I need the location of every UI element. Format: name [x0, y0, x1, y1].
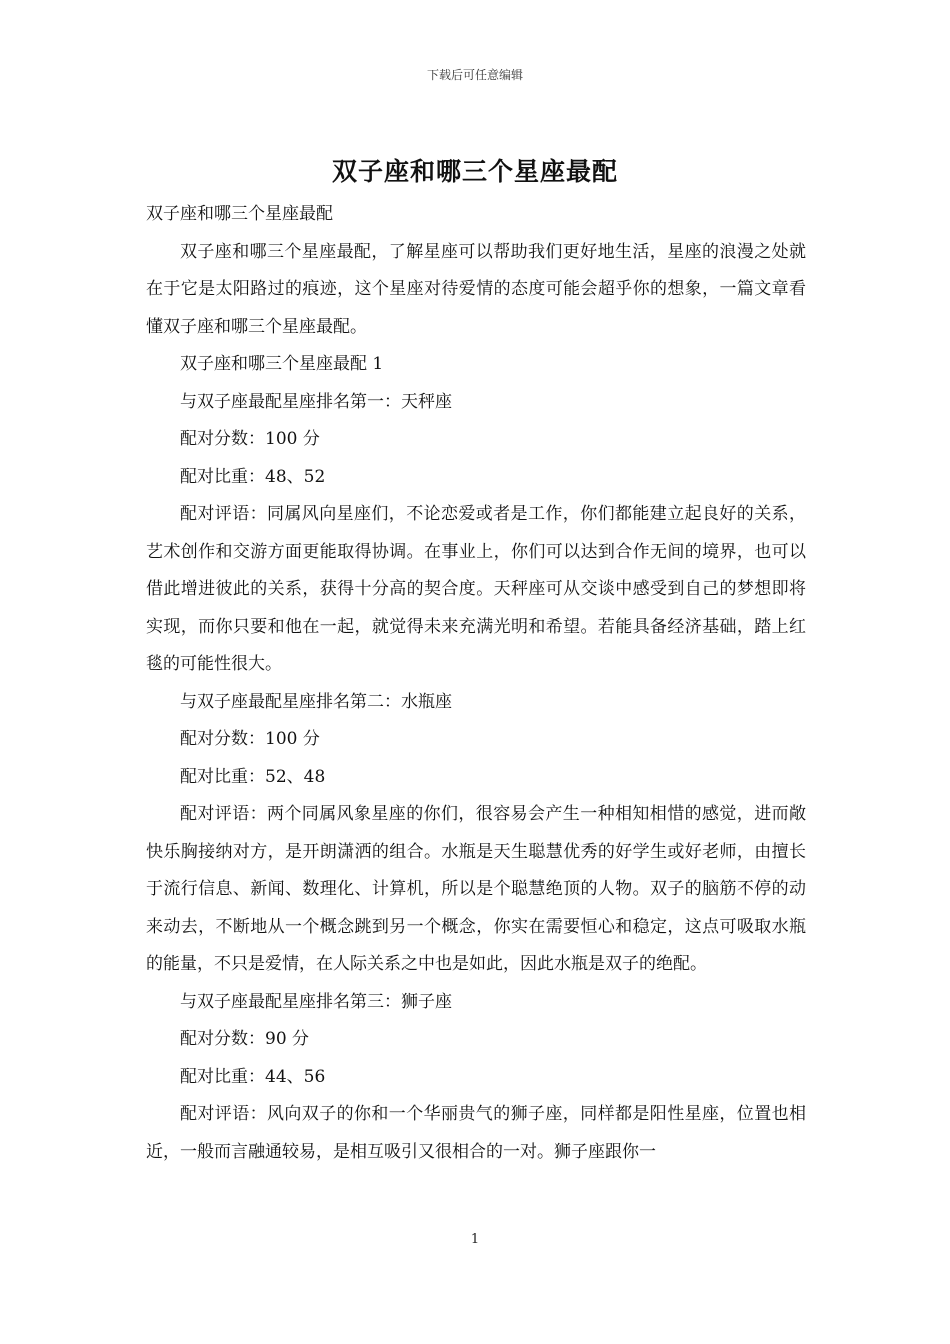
rank-2-score: 配对分数：100 分 — [180, 729, 320, 749]
rank-1-ratio: 配对比重：48、52 — [180, 466, 326, 487]
rank-3-ratio: 配对比重：44、56 — [180, 1066, 326, 1087]
rank-3-heading: 与双子座最配星座排名第三：狮子座 — [180, 991, 452, 1012]
rank-3-comment: 配对评语：风向双子的你和一个华丽贵气的狮子座，同样都是阳性星座，位置也相近，一般而言融通较易，是相互吸引又很相合的一对。狮子座跟你一 — [146, 1104, 806, 1162]
rank-1-score: 配对分数：100 分 — [180, 429, 320, 449]
page-number: 1 — [470, 1232, 480, 1247]
rank-1-comment: 配对评语：同属风向星座们，不论恋爱或者是工作，你们都能建立起良好的关系，艺术创作和交游方面更能取得协调。在事业上，你们可以达到合作无间的境界，也可以借此增进彼此的关系，获得十分高的契合度。天秤座可从交谈中感受到自己的梦想即将实现，而你只要和他在一起，就觉得未来充满光明和希望。若能具备经济基础，踏上红毯的可能性很大。 — [146, 504, 806, 674]
document-body — [146, 196, 806, 1171]
rank-1-heading: 与双子座最配星座排名第一：天秤座 — [180, 391, 452, 412]
rank-2-heading: 与双子座最配星座排名第二：水瓶座 — [180, 691, 452, 712]
header-note: 下载后可任意编辑 — [426, 68, 523, 82]
rank-2-ratio: 配对比重：52、48 — [180, 766, 326, 787]
rank-3-score: 配对分数：90 分 — [180, 1029, 310, 1049]
rank-2-comment: 配对评语：两个同属风象星座的你们，很容易会产生一种相知相惜的感觉，进而敞快乐胸接纳对方，是开朗潇洒的组合。水瓶是天生聪慧优秀的好学生或好老师，由擅长于流行信息、新闻、数理化、计算机，所以是个聪慧绝顶的人物。双子的脑筋不停的动来动去，不断地从一个概念跳到另一个概念，你实在需要恒心和稳定，这点可吸取水瓶的能量，不只是爱情，在人际关系之中也是如此，因此水瓶是双子的绝配。 — [146, 804, 806, 974]
paragraph-subtitle: 双子座和哪三个星座最配 — [146, 204, 333, 224]
section-heading: 双子座和哪三个星座最配 1 — [180, 354, 384, 374]
paragraph-intro: 双子座和哪三个星座最配，了解星座可以帮助我们更好地生活，星座的浪漫之处就在于它是太阳路过的痕迹，这个星座对待爱情的态度可能会超乎你的想象，一篇文章看懂双子座和哪三个星座最配。 — [146, 241, 806, 337]
document-title: 双子座和哪三个星座最配 — [331, 157, 618, 186]
